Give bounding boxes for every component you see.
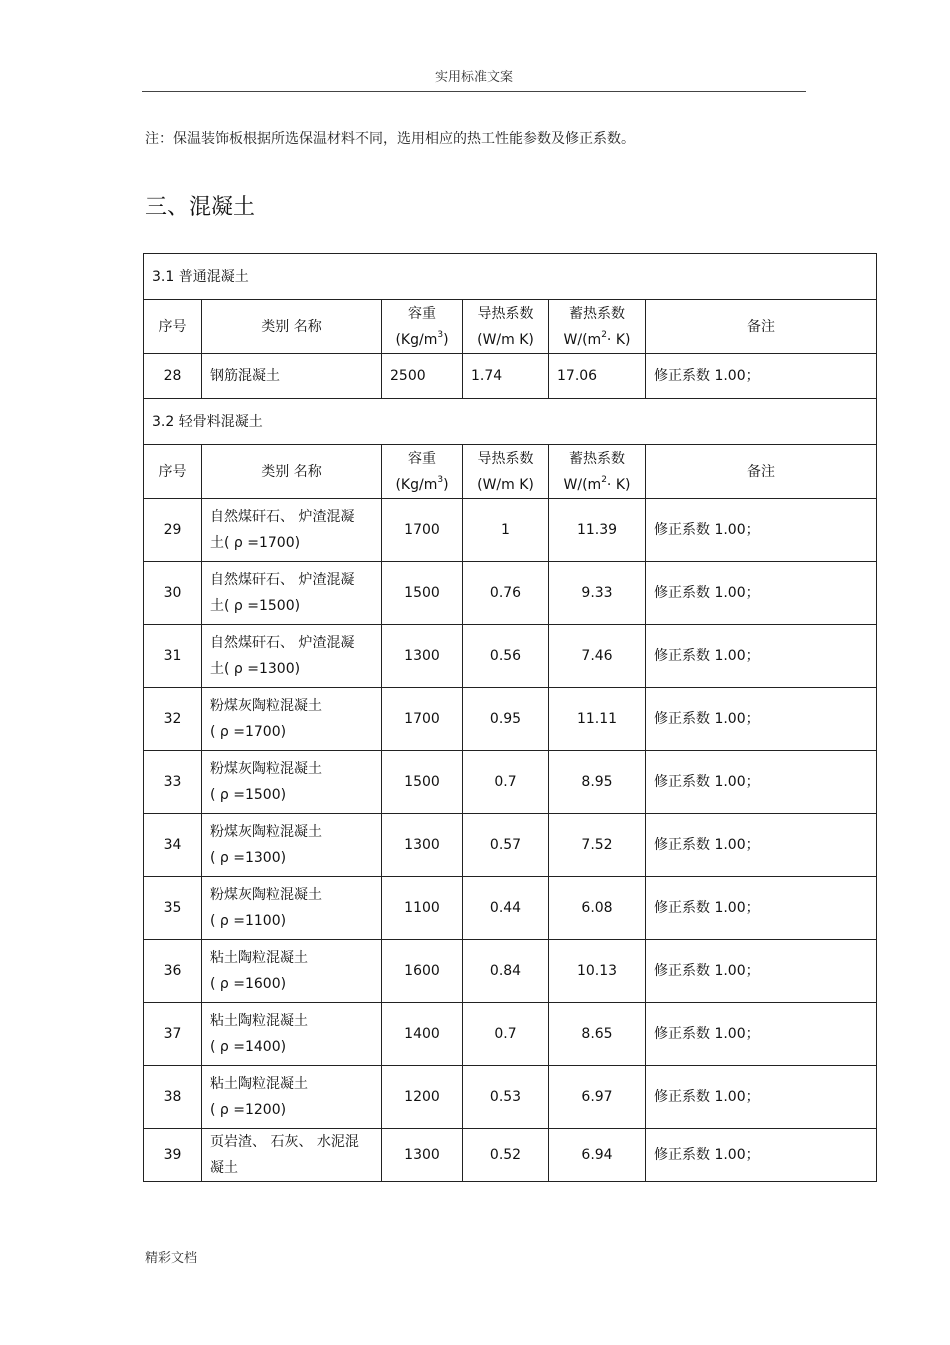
- cell-no: [144, 877, 202, 940]
- row-storage: 6.08: [581, 900, 613, 916]
- conductivity-unit: (W/m K): [477, 476, 534, 493]
- table-row: [144, 877, 877, 940]
- col-header-conductivity: [463, 300, 549, 354]
- name-line-2: ( ρ =1600): [210, 976, 287, 992]
- section-row: [144, 254, 877, 300]
- name-line-1: 粘土陶粒混凝土: [210, 950, 308, 966]
- cell-no: [144, 499, 202, 562]
- col-name-label: 类别 名称: [261, 463, 322, 480]
- concrete-table: [143, 253, 877, 1182]
- cell-remark: [646, 877, 877, 940]
- row-remark: 修正系数 1.00；: [654, 711, 760, 727]
- cell-storage: [549, 877, 646, 940]
- cell-conductivity: [463, 688, 549, 751]
- col-header-remark: [646, 445, 877, 499]
- cell-storage: [549, 625, 646, 688]
- col-header-remark: [646, 300, 877, 354]
- cell-remark: [646, 354, 877, 399]
- name-line-1: 页岩渣、 石灰、 水泥混: [210, 1134, 359, 1150]
- row-remark: 修正系数 1.00；: [654, 774, 760, 790]
- cell-remark: [646, 1066, 877, 1129]
- row-storage: 8.65: [581, 1026, 613, 1042]
- cell-conductivity: [463, 499, 549, 562]
- cell-storage: [549, 499, 646, 562]
- table-row: [144, 1129, 877, 1182]
- row-no: 36: [163, 963, 182, 979]
- col-density-label: 容重: [408, 450, 436, 467]
- cell-no: [144, 751, 202, 814]
- cell-remark: [646, 814, 877, 877]
- cell-remark: [646, 751, 877, 814]
- name-line-1: 自然煤矸石、 炉渣混凝: [210, 635, 355, 651]
- section-heading-text: 3.1 普通混凝土: [152, 268, 249, 285]
- cell-conductivity: [463, 940, 549, 1003]
- cell-conductivity: [463, 751, 549, 814]
- name-line-2: 土( ρ =1700): [210, 535, 301, 551]
- cell-no: [144, 688, 202, 751]
- col-conductivity-label: 导热系数: [477, 305, 534, 322]
- row-density: 1200: [404, 1089, 440, 1105]
- cell-conductivity: [463, 1003, 549, 1066]
- row-no: 38: [163, 1089, 182, 1105]
- cell-conductivity: [463, 1129, 549, 1182]
- row-conductivity: 1: [501, 522, 510, 538]
- col-no-label: 序号: [158, 463, 187, 480]
- section-row: [144, 399, 877, 445]
- cell-storage: [549, 1129, 646, 1182]
- cell-density: [382, 499, 463, 562]
- row-no: 31: [163, 648, 182, 664]
- cell-density: [382, 1129, 463, 1182]
- row-no: 37: [163, 1026, 182, 1042]
- row-conductivity: 0.7: [494, 1026, 517, 1042]
- cell-conductivity: [463, 1066, 549, 1129]
- col-header-name: [202, 445, 382, 499]
- row-remark: 修正系数 1.00；: [654, 648, 760, 664]
- row-remark: 修正系数 1.00；: [654, 585, 760, 601]
- name-line-1: 钢筋混凝土: [210, 368, 280, 384]
- row-storage: 6.94: [581, 1147, 613, 1163]
- row-conductivity: 0.52: [489, 1147, 522, 1163]
- cell-density: [382, 1066, 463, 1129]
- storage-unit-a: W/(m: [563, 331, 602, 348]
- row-no: 32: [163, 711, 182, 727]
- col-density-label: 容重: [408, 305, 436, 322]
- row-remark: 修正系数 1.00；: [654, 368, 760, 384]
- col-remark-label: 备注: [747, 463, 775, 480]
- name-line-1: 粉煤灰陶粒混凝土: [210, 824, 322, 840]
- section-heading: [144, 399, 877, 445]
- row-storage: 10.13: [576, 963, 618, 979]
- row-density: 1400: [404, 1026, 440, 1042]
- cell-density: [382, 625, 463, 688]
- density-unit-sup: 3: [437, 474, 444, 485]
- row-storage: 7.46: [581, 648, 613, 664]
- row-no: 33: [163, 774, 182, 790]
- table-row: [144, 1066, 877, 1129]
- row-density: 1700: [404, 711, 440, 727]
- cell-density: [382, 1003, 463, 1066]
- row-density: 1700: [404, 522, 440, 538]
- col-remark-label: 备注: [747, 318, 775, 335]
- col-header-no: [144, 445, 202, 499]
- col-header-density: [382, 300, 463, 354]
- cell-remark: [646, 1003, 877, 1066]
- cell-name: [202, 1003, 382, 1066]
- col-header-storage: [549, 300, 646, 354]
- note-text: 注：保温装饰板根据所选保温材料不同，选用相应的热工性能参数及修正系数。: [145, 131, 635, 147]
- cell-no: [144, 354, 202, 399]
- table-row: [144, 940, 877, 1003]
- cell-density: [382, 751, 463, 814]
- header-row: [144, 445, 877, 499]
- header-divider: [142, 91, 806, 92]
- row-density: 1300: [404, 837, 440, 853]
- cell-name: [202, 562, 382, 625]
- row-conductivity: 0.84: [489, 963, 522, 979]
- cell-remark: [646, 940, 877, 1003]
- row-density: 1300: [404, 648, 440, 664]
- name-line-2: ( ρ =1300): [210, 850, 287, 866]
- row-no: 39: [163, 1147, 182, 1163]
- header-row: [144, 300, 877, 354]
- storage-unit-b: · K): [606, 476, 631, 493]
- cell-no: [144, 814, 202, 877]
- name-line-2: ( ρ =1400): [210, 1039, 287, 1055]
- conductivity-unit: (W/m K): [477, 331, 534, 348]
- cell-conductivity: [463, 354, 549, 399]
- cell-no: [144, 562, 202, 625]
- cell-remark: [646, 625, 877, 688]
- col-header-conductivity: [463, 445, 549, 499]
- row-storage: 7.52: [581, 837, 613, 853]
- name-line-1: 粉煤灰陶粒混凝土: [210, 698, 322, 714]
- row-remark: 修正系数 1.00；: [654, 963, 760, 979]
- col-header-storage: [549, 445, 646, 499]
- cell-density: [382, 814, 463, 877]
- storage-unit-sup: 2: [601, 474, 607, 485]
- storage-unit-sup: 2: [601, 329, 607, 340]
- table-row: [144, 354, 877, 399]
- cell-remark: [646, 688, 877, 751]
- section-title: 三、混凝土: [145, 195, 256, 220]
- cell-density: [382, 877, 463, 940]
- row-storage: 17.06: [557, 368, 598, 384]
- cell-no: [144, 1003, 202, 1066]
- density-unit-b: ): [443, 476, 449, 493]
- col-conductivity-label: 导热系数: [477, 450, 534, 467]
- cell-conductivity: [463, 877, 549, 940]
- col-header-density: [382, 445, 463, 499]
- table-row: [144, 625, 877, 688]
- cell-remark: [646, 1129, 877, 1182]
- cell-name: [202, 751, 382, 814]
- name-line-2: ( ρ =1500): [210, 787, 287, 803]
- cell-name: [202, 1129, 382, 1182]
- row-remark: 修正系数 1.00；: [654, 1089, 760, 1105]
- cell-name: [202, 625, 382, 688]
- cell-storage: [549, 1003, 646, 1066]
- cell-conductivity: [463, 562, 549, 625]
- row-conductivity: 0.95: [489, 711, 522, 727]
- row-storage: 11.11: [576, 711, 618, 727]
- page-footer: 精彩文档: [145, 1251, 198, 1266]
- row-density: 1100: [404, 900, 440, 916]
- col-name-label: 类别 名称: [261, 318, 322, 335]
- cell-storage: [549, 814, 646, 877]
- col-storage-label: 蓄热系数: [569, 450, 625, 467]
- cell-remark: [646, 562, 877, 625]
- name-line-2: ( ρ =1700): [210, 724, 287, 740]
- row-density: 1600: [404, 963, 440, 979]
- density-unit-a: (Kg/m: [395, 331, 438, 348]
- row-conductivity: 0.44: [489, 900, 522, 916]
- table-row: [144, 814, 877, 877]
- name-line-2: 凝土: [210, 1160, 238, 1176]
- row-conductivity: 1.74: [471, 368, 503, 384]
- row-no: 28: [163, 368, 182, 384]
- row-storage: 6.97: [581, 1089, 613, 1105]
- section-heading-text: 3.2 轻骨料混凝土: [152, 413, 263, 430]
- table-row: [144, 562, 877, 625]
- cell-storage: [549, 1066, 646, 1129]
- storage-unit-b: · K): [606, 331, 631, 348]
- name-line-1: 粘土陶粒混凝土: [210, 1013, 308, 1029]
- row-density: 1300: [404, 1147, 440, 1163]
- density-unit-b: ): [443, 331, 449, 348]
- cell-conductivity: [463, 625, 549, 688]
- name-line-2: 土( ρ =1500): [210, 598, 301, 614]
- col-header-name: [202, 300, 382, 354]
- col-header-no: [144, 300, 202, 354]
- row-remark: 修正系数 1.00；: [654, 522, 760, 538]
- section-heading: [144, 254, 877, 300]
- row-storage: 11.39: [576, 522, 618, 538]
- name-line-1: 粉煤灰陶粒混凝土: [210, 761, 322, 777]
- row-storage: 9.33: [581, 585, 613, 601]
- cell-density: [382, 688, 463, 751]
- cell-density: [382, 940, 463, 1003]
- cell-name: [202, 499, 382, 562]
- table-row: [144, 688, 877, 751]
- cell-remark: [646, 499, 877, 562]
- row-density: 1500: [404, 585, 440, 601]
- row-conductivity: 0.7: [494, 774, 517, 790]
- cell-storage: [549, 562, 646, 625]
- cell-no: [144, 625, 202, 688]
- row-conductivity: 0.57: [489, 837, 522, 853]
- row-density: 1500: [404, 774, 440, 790]
- cell-no: [144, 940, 202, 1003]
- row-conductivity: 0.53: [489, 1089, 522, 1105]
- name-line-1: 粘土陶粒混凝土: [210, 1076, 308, 1092]
- cell-storage: [549, 354, 646, 399]
- storage-unit-a: W/(m: [563, 476, 602, 493]
- cell-name: [202, 688, 382, 751]
- cell-name: [202, 354, 382, 399]
- row-no: 35: [163, 900, 182, 916]
- table-row: [144, 1003, 877, 1066]
- row-remark: 修正系数 1.00；: [654, 900, 760, 916]
- row-remark: 修正系数 1.00；: [654, 837, 760, 853]
- table-row: [144, 751, 877, 814]
- row-no: 29: [163, 522, 182, 538]
- row-no: 30: [163, 585, 182, 601]
- table-row: [144, 499, 877, 562]
- density-unit-sup: 3: [437, 329, 444, 340]
- name-line-1: 自然煤矸石、 炉渣混凝: [210, 509, 355, 525]
- name-line-2: 土( ρ =1300): [210, 661, 301, 677]
- row-remark: 修正系数 1.00；: [654, 1026, 760, 1042]
- cell-no: [144, 1129, 202, 1182]
- row-storage: 8.95: [581, 774, 613, 790]
- row-no: 34: [163, 837, 182, 853]
- row-density: 2500: [390, 368, 426, 384]
- col-no-label: 序号: [158, 318, 187, 335]
- row-conductivity: 0.56: [489, 648, 522, 664]
- cell-storage: [549, 688, 646, 751]
- name-line-1: 自然煤矸石、 炉渣混凝: [210, 572, 355, 588]
- density-unit-a: (Kg/m: [395, 476, 438, 493]
- cell-density: [382, 354, 463, 399]
- name-line-1: 粉煤灰陶粒混凝土: [210, 887, 322, 903]
- cell-density: [382, 562, 463, 625]
- cell-name: [202, 940, 382, 1003]
- name-line-2: ( ρ =1100): [210, 913, 287, 929]
- cell-name: [202, 1066, 382, 1129]
- page-header: 实用标准文案: [434, 70, 513, 85]
- row-conductivity: 0.76: [489, 585, 522, 601]
- cell-name: [202, 877, 382, 940]
- cell-conductivity: [463, 814, 549, 877]
- cell-storage: [549, 940, 646, 1003]
- col-storage-label: 蓄热系数: [569, 305, 625, 322]
- row-remark: 修正系数 1.00；: [654, 1147, 760, 1163]
- cell-name: [202, 814, 382, 877]
- cell-no: [144, 1066, 202, 1129]
- cell-storage: [549, 751, 646, 814]
- name-line-2: ( ρ =1200): [210, 1102, 287, 1118]
